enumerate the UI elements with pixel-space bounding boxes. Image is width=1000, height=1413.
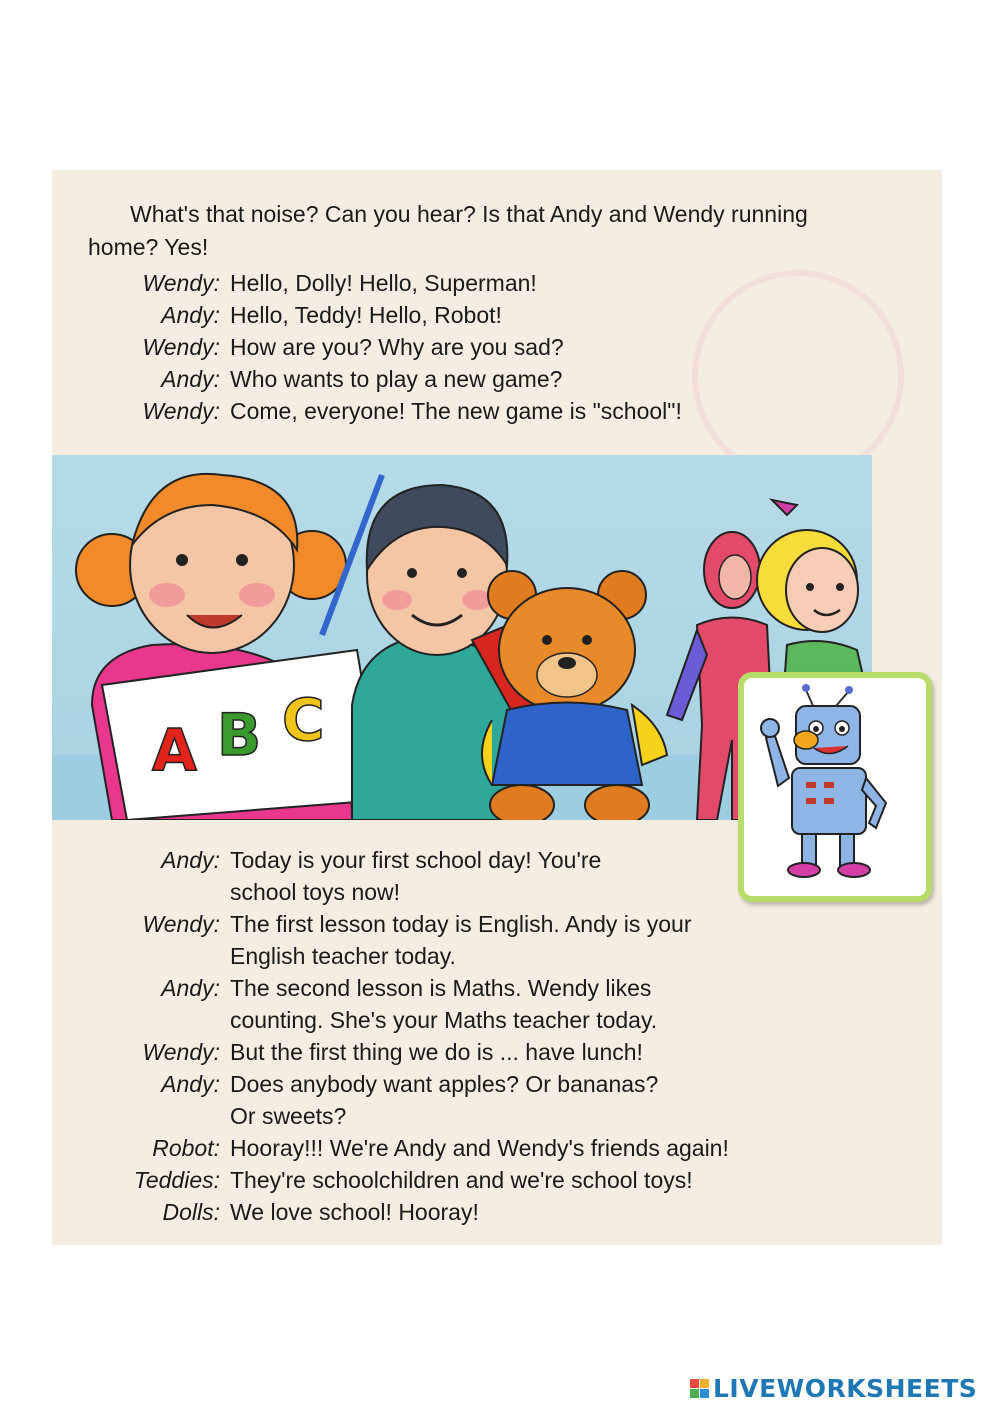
speech-text: Hello, Teddy! Hello, Robot!	[230, 302, 502, 328]
dialog-line	[52, 1068, 912, 1132]
speaker-name: Robot:	[152, 1135, 220, 1161]
board-letter: A	[152, 716, 197, 784]
speech-text: Does anybody want apples? Or bananas? Or sweets?	[230, 1071, 659, 1129]
liveworksheets-logo-icon	[690, 1379, 709, 1398]
intro-paragraph	[88, 198, 848, 264]
speech-text: The second lesson is Maths. Wendy likes counting. She's your Maths teacher today.	[230, 975, 658, 1033]
dialog-line	[52, 972, 912, 1036]
dialog-line	[52, 299, 912, 331]
dialog-line	[52, 1164, 912, 1196]
speaker-name: Andy:	[161, 1071, 220, 1097]
logo-square	[700, 1389, 709, 1398]
dialog-line	[52, 908, 912, 972]
speech-text: Hello, Dolly! Hello, Superman!	[230, 270, 537, 296]
board-letter: B	[217, 701, 262, 769]
dialog-line	[52, 1036, 912, 1068]
speaker-name: Wendy:	[142, 398, 220, 424]
speech-text: How are you? Why are you sad?	[230, 334, 564, 360]
speaker-name: Andy:	[161, 302, 220, 328]
speech-text: They're schoolchildren and we're school toys!	[230, 1167, 693, 1193]
speaker-name: Dolls:	[162, 1199, 220, 1225]
board-letter: C	[282, 686, 325, 754]
dialog-line	[52, 395, 912, 427]
speech-text: Who wants to play a new game?	[230, 366, 563, 392]
dialog-line	[52, 331, 912, 363]
speech-text: But the first thing we do is ... have lunch!	[230, 1039, 643, 1065]
speaker-name: Wendy:	[142, 270, 220, 296]
dialog-line	[52, 1132, 912, 1164]
speaker-name: Andy:	[161, 847, 220, 873]
speech-text: Today is your first school day! You're school toys now!	[230, 847, 602, 905]
dialog-line	[52, 267, 912, 299]
dialog-line	[52, 1196, 912, 1228]
speech-text: The first lesson today is English. Andy is your English teacher today.	[230, 911, 692, 969]
logo-square	[690, 1379, 699, 1388]
speaker-name: Andy:	[161, 975, 220, 1001]
logo-square	[690, 1389, 699, 1398]
speech-text: Come, everyone! The new game is "school"!	[230, 398, 682, 424]
book-page	[52, 170, 942, 1245]
liveworksheets-watermark	[690, 1374, 977, 1403]
logo-square	[700, 1379, 709, 1388]
speaker-name: Wendy:	[142, 911, 220, 937]
speaker-name: Wendy:	[142, 334, 220, 360]
speaker-name: Andy:	[161, 366, 220, 392]
dialog-line	[52, 363, 912, 395]
speech-text: We love school! Hooray!	[230, 1199, 479, 1225]
top-dialog	[52, 267, 912, 427]
watermark-text: LIVEWORKSHEETS	[713, 1374, 978, 1403]
speaker-name: Wendy:	[142, 1039, 220, 1065]
bottom-dialog	[52, 844, 912, 1228]
intro-text: What's that noise? Can you hear? Is that Andy and Wendy running home? Yes!	[88, 201, 808, 260]
dialog-line	[52, 844, 912, 908]
speaker-name: Teddies:	[133, 1167, 220, 1193]
speech-text: Hooray!!! We're Andy and Wendy's friends again!	[230, 1135, 729, 1161]
